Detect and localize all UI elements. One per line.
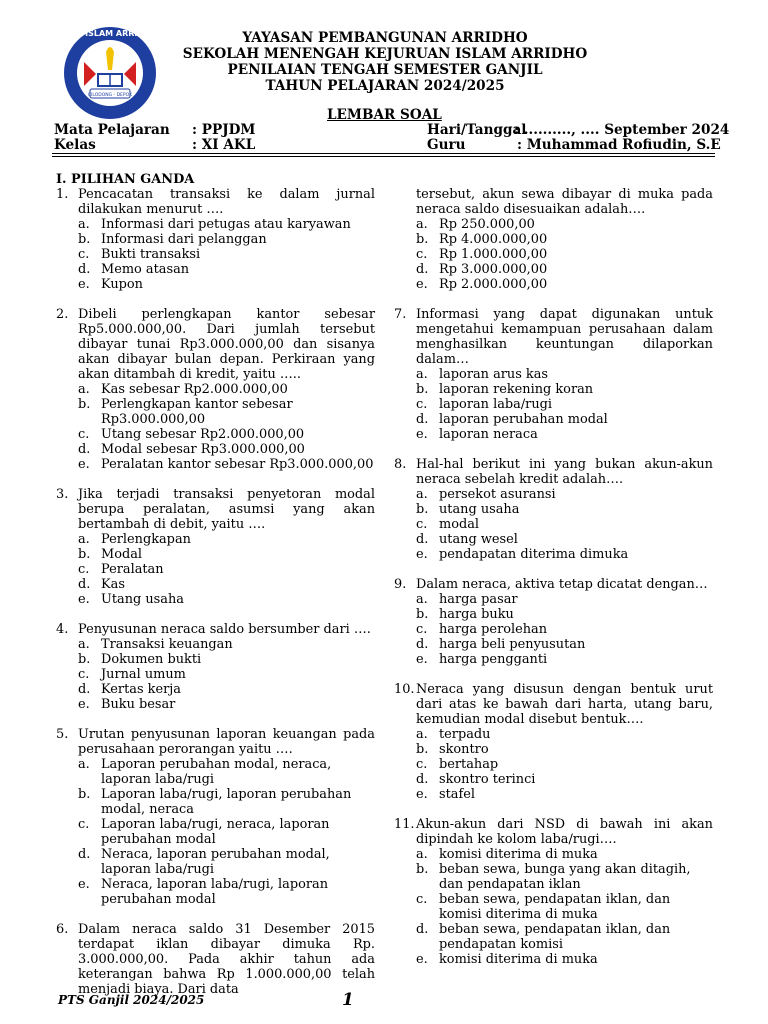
option-text: Dokumen bukti [101,652,202,667]
option-letter: e. [78,592,90,607]
answer-option [56,817,375,847]
question-number: 6. [56,922,69,937]
header-line-exam: PENILAIAN TENGAH SEMESTER GANJIL [227,62,543,78]
question-item [56,622,375,637]
section-title: I. PILIHAN GANDA [56,172,195,187]
question-item [394,307,713,367]
question-number: 2. [56,307,69,322]
option-text: Utang sebesar Rp2.000.000,00 [101,427,305,442]
option-text: harga perolehan [439,622,548,637]
answer-option [394,532,713,547]
answer-option [394,847,713,862]
answer-option [394,502,713,517]
option-letter: c. [416,622,428,637]
question-stem: tersebut, akun sewa dibayar di muka pada neraca saldo disesuaikan adalah…. [416,187,713,217]
option-letter: e. [416,547,428,562]
question-stem: Informasi yang dapat digunakan untuk mengetahui kemampuan perusahaan dalam menghasilkan keuntungan dilaporkan dalam… [416,307,713,367]
option-text: Laporan laba/rugi, laporan perubahan modal, neraca [101,787,352,817]
question-stem: Dalam neraca saldo 31 Desember 2015 terdapat iklan dibayar dimuka Rp. 3.000.000,00. Pada akhir tahun ada keterangan bahwa Rp 1.000.000,00 telah menjadi biaya. Dari data [78,922,375,997]
answer-option [56,247,375,262]
option-letter: a. [78,757,90,772]
option-letter: a. [416,487,428,502]
option-text: Neraca, laporan laba/rugi, laporan perubahan modal [101,877,329,907]
option-text: Informasi dari pelanggan [101,232,267,247]
answer-option [56,577,375,592]
question-number: 3. [56,487,69,502]
answer-option [394,952,713,967]
option-letter: e. [416,952,428,967]
option-letter: d. [416,532,429,547]
question-number: 4. [56,622,69,637]
question-number: 8. [394,457,407,472]
option-text: Perlengkapan [101,532,191,547]
option-text: beban sewa, pendapatan iklan, dan komisi diterima di muka [439,892,671,922]
option-letter: a. [78,217,90,232]
option-letter: a. [416,367,428,382]
answer-option [394,772,713,787]
option-text: komisi diterima di muka [439,952,598,967]
header-line-year: TAHUN PELAJARAN 2024/2025 [265,78,505,94]
option-letter: a. [416,592,428,607]
logo-bottom-text: CILODONG - DEPOK [87,93,133,98]
option-text: Informasi dari petugas atau karyawan [101,217,351,232]
option-letter: c. [78,247,90,262]
school-logo [54,22,166,124]
header-rule [52,153,715,154]
date-label: Hari/Tanggal [427,122,527,138]
question-stem: Urutan penyusunan laporan keuangan pada perusahaan perorangan yaitu …. [78,727,375,757]
teacher-label: Guru [427,137,466,153]
option-letter: b. [416,862,429,877]
option-text: bertahap [439,757,499,772]
option-letter: c. [416,247,428,262]
option-text: skontro [439,742,489,757]
option-letter: b. [416,502,429,517]
option-letter: c. [78,562,90,577]
option-text: laporan laba/rugi [439,397,552,412]
answer-option [394,397,713,412]
option-letter: a. [78,637,90,652]
option-text: Kertas kerja [101,682,181,697]
left-column [56,172,375,997]
option-text: Modal sebesar Rp3.000.000,00 [101,442,305,457]
answer-option [56,667,375,682]
question-item [394,577,713,592]
option-text: Modal [101,547,143,562]
right-column [394,187,713,967]
answer-option [394,262,713,277]
answer-option [394,787,713,802]
answer-option [394,382,713,397]
option-letter: d. [416,922,429,937]
question-stem: Dibeli perlengkapan kantor sebesar Rp5.000.000,00. Dari jumlah tersebut dibayar tunai Rp3.000.000,00 dan sisanya akan dibayar bulan depan. Perkiraan yang akan ditambah di kredit, yaitu ….. [78,307,375,382]
answer-option [394,517,713,532]
answer-option [56,382,375,397]
option-text: komisi diterima di muka [439,847,598,862]
option-letter: b. [416,607,429,622]
option-letter: d. [416,262,429,277]
option-letter: e. [78,697,90,712]
option-letter: a. [78,382,90,397]
option-letter: b. [78,652,91,667]
option-text: Rp 2.000.000,00 [439,277,548,292]
answer-option [56,532,375,547]
page-number: 1 [342,990,354,1010]
option-letter: d. [416,637,429,652]
option-text: Jurnal umum [101,667,186,682]
question-number: 10. [394,682,415,697]
answer-option [394,637,713,652]
answer-option [56,847,375,877]
sheet-title: LEMBAR SOAL [327,107,442,123]
question-gap [394,802,713,817]
option-letter: e. [416,787,428,802]
question-number: 1. [56,187,69,202]
question-stem: Pencacatan transaksi ke dalam jurnal dilakukan menurut …. [78,187,375,217]
option-text: harga beli penyusutan [439,637,586,652]
option-letter: a. [416,847,428,862]
option-text: Laporan perubahan modal, neraca, laporan laba/rugi [101,757,332,787]
option-letter: b. [78,397,91,412]
question-gap [394,292,713,307]
option-letter: a. [416,217,428,232]
teacher-value: : Muhammad Rofiudin, S.E [517,137,721,153]
option-text: Utang usaha [101,592,184,607]
answer-option [394,652,713,667]
option-text: utang usaha [439,502,520,517]
question-gap [56,292,375,307]
question-number: 9. [394,577,407,592]
answer-option [394,862,713,892]
footer-label: PTS Ganjil 2024/2025 [58,993,205,1007]
option-text: beban sewa, pendapatan iklan, dan pendapatan komisi [439,922,671,952]
answer-option [394,277,713,292]
answer-option [394,592,713,607]
option-letter: c. [416,397,428,412]
answer-option [56,262,375,277]
question-stem: Penyusunan neraca saldo bersumber dari …. [78,622,371,637]
answer-option [56,877,375,907]
school-header [160,30,610,94]
header-line-school: SEKOLAH MENENGAH KEJURUAN ISLAM ARRIDHO [182,46,588,62]
header-line-foundation: YAYASAN PEMBANGUNAN ARRIDHO [242,30,528,46]
question-gap [56,607,375,622]
answer-option [56,457,375,472]
option-text: Kas [101,577,125,592]
option-letter: d. [78,847,91,862]
option-text: modal [439,517,480,532]
option-text: persekot asuransi [439,487,556,502]
option-text: laporan neraca [439,427,538,442]
answer-option [394,622,713,637]
option-letter: c. [78,427,90,442]
option-text: skontro terinci [439,772,536,787]
question-gap [56,907,375,922]
answer-option [56,442,375,457]
option-letter: a. [416,727,428,742]
answer-option [56,397,375,427]
option-letter: e. [78,877,90,892]
option-letter: b. [416,742,429,757]
option-text: Kas sebesar Rp2.000.000,00 [101,382,288,397]
question-item [394,187,713,217]
option-letter: d. [416,412,429,427]
option-letter: c. [78,817,90,832]
answer-option [56,652,375,667]
option-text: Buku besar [101,697,176,712]
option-letter: a. [78,532,90,547]
answer-option [56,697,375,712]
option-letter: e. [78,277,90,292]
option-text: harga pengganti [439,652,548,667]
option-text: Bukti transaksi [101,247,201,262]
option-letter: b. [78,547,91,562]
answer-option [56,217,375,232]
question-item [394,457,713,487]
question-gap [56,712,375,727]
question-gap [56,472,375,487]
option-text: harga pasar [439,592,518,607]
option-text: Neraca, laporan perubahan modal, laporan laba/rugi [101,847,330,877]
option-text: harga buku [439,607,514,622]
option-text: Rp 250.000,00 [439,217,535,232]
option-letter: d. [78,577,91,592]
answer-option [394,217,713,232]
question-stem: Hal-hal berikut ini yang bukan akun-akun neraca sebelah kredit adalah…. [416,457,713,487]
answer-option [394,367,713,382]
option-text: Peralatan kantor sebesar Rp3.000.000,00 [101,457,374,472]
option-text: terpadu [439,727,491,742]
question-item [56,187,375,217]
answer-option [56,592,375,607]
class-label: Kelas [54,137,96,153]
option-letter: b. [78,232,91,247]
option-text: utang wesel [439,532,518,547]
question-item [56,487,375,532]
question-item [394,682,713,727]
answer-option [56,547,375,562]
option-letter: b. [78,787,91,802]
subject-label: Mata Pelajaran [54,122,170,138]
option-letter: c. [78,667,90,682]
subject-value: : PPJDM [192,122,256,138]
option-text: laporan perubahan modal [439,412,608,427]
question-gap [394,667,713,682]
answer-option [394,547,713,562]
option-text: Rp 3.000.000,00 [439,262,548,277]
option-letter: d. [78,682,91,697]
answer-option [394,427,713,442]
answer-option [56,757,375,787]
answer-option [56,232,375,247]
option-text: laporan arus kas [439,367,549,382]
logo-top-text: SMK ISLAM ARRIDHO [62,29,158,38]
option-letter: b. [416,232,429,247]
question-stem: Neraca yang disusun dengan bentuk urut dari atas ke bawah dari harta, utang baru, kemudian modal disebut bentuk…. [416,682,713,727]
answer-option [56,682,375,697]
option-letter: d. [78,442,91,457]
option-text: stafel [439,787,476,802]
answer-option [394,727,713,742]
question-stem: Akun-akun dari NSD di bawah ini akan dipindah ke kolom laba/rugi…. [416,817,713,847]
question-stem: Dalam neraca, aktiva tetap dicatat dengan… [416,577,708,592]
option-letter: d. [416,772,429,787]
class-value: : XI AKL [192,137,256,153]
question-item [56,922,375,997]
question-number: 11. [394,817,415,832]
option-text: Kupon [101,277,143,292]
option-text: pendapatan diterima dimuka [439,547,629,562]
option-letter: e. [416,277,428,292]
answer-option [394,487,713,502]
question-gap [394,442,713,457]
option-text: Laporan laba/rugi, neraca, laporan perubahan modal [101,817,330,847]
answer-option [56,787,375,817]
option-letter: e. [416,427,428,442]
answer-option [56,637,375,652]
option-letter: e. [78,457,90,472]
answer-option [394,892,713,922]
option-text: Rp 1.000.000,00 [439,247,548,262]
answer-option [394,247,713,262]
option-text: Memo atasan [101,262,190,277]
option-letter: b. [416,382,429,397]
option-letter: d. [78,262,91,277]
answer-option [394,742,713,757]
option-text: Peralatan [101,562,164,577]
option-letter: c. [416,517,428,532]
question-number: 5. [56,727,69,742]
option-text: Transaksi keuangan [101,637,233,652]
question-gap [394,562,713,577]
option-letter: e. [416,652,428,667]
question-item [394,817,713,847]
question-stem: Jika terjadi transaksi penyetoran modal berupa peralatan, asumsi yang akan bertambah di debit, yaitu …. [78,487,375,532]
answer-option [394,232,713,247]
option-text: Rp 4.000.000,00 [439,232,548,247]
date-value: : .........., .... September 2024 [514,122,730,138]
question-item [56,727,375,757]
option-text: beban sewa, bunga yang akan ditagih, dan pendapatan iklan [439,862,691,892]
answer-option [56,562,375,577]
answer-option [56,277,375,292]
option-letter: c. [416,757,428,772]
answer-option [394,922,713,952]
question-item [56,307,375,382]
header-rule-second [52,156,715,157]
answer-option [394,757,713,772]
answer-option [394,607,713,622]
answer-option [56,427,375,442]
question-number: 7. [394,307,407,322]
answer-option [394,412,713,427]
option-text: laporan rekening koran [439,382,594,397]
option-letter: c. [416,892,428,907]
option-text: Perlengkapan kantor sebesar Rp3.000.000,00 [101,397,293,427]
